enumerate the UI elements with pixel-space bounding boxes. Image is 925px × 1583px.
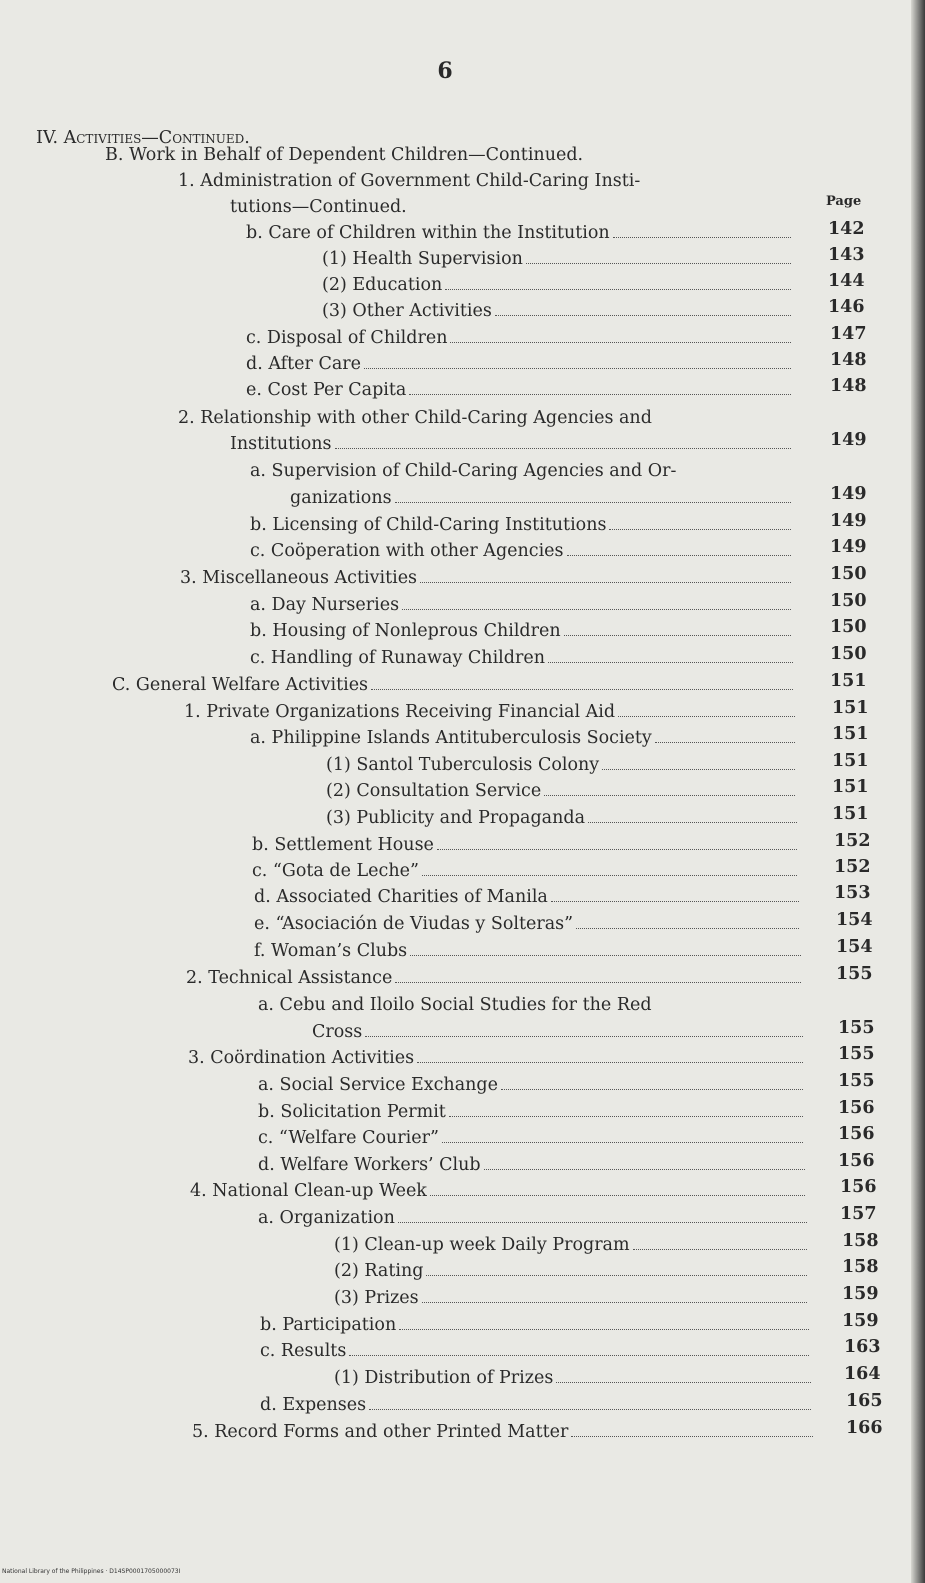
toc-entry-label: (3) Publicity and Propaganda xyxy=(326,808,585,828)
toc-page-number: 150 xyxy=(830,564,867,584)
toc-entry-label: tutions—Continued. xyxy=(230,197,407,217)
toc-entry xyxy=(250,538,795,564)
toc-entry-label: a. Social Service Exchange xyxy=(258,1075,498,1095)
dot-leader xyxy=(484,1169,805,1170)
toc-page-number: 142 xyxy=(828,219,865,239)
toc-entry-label: b. Participation xyxy=(260,1315,397,1335)
toc-entry xyxy=(334,1365,815,1391)
toc-entry xyxy=(250,592,795,618)
toc-entry-label: b. Housing of Nonleprous Children xyxy=(250,621,561,641)
footer-credit: National Library of the Philippines · D14SP0001705000073I xyxy=(2,1568,181,1575)
toc-entry-label: (1) Distribution of Prizes xyxy=(334,1368,554,1388)
toc-entry-label: c. Handling of Runaway Children xyxy=(250,648,545,668)
toc-page-number: 151 xyxy=(832,777,869,797)
toc-page-number: 159 xyxy=(842,1311,879,1331)
toc-page-number: 150 xyxy=(830,591,867,611)
toc-entry xyxy=(190,1178,809,1204)
toc-entry xyxy=(260,1338,813,1364)
toc-entry-label: a. Philippine Islands Antituberculosis Society xyxy=(250,728,652,748)
toc-entry-label: (2) Rating xyxy=(334,1261,424,1281)
toc-entry-label: e. “Asociación de Viudas y Solteras” xyxy=(254,914,574,934)
dot-leader xyxy=(602,769,795,770)
toc-entry xyxy=(230,431,795,457)
toc-page-number: 158 xyxy=(842,1257,879,1277)
toc-entry xyxy=(334,1232,811,1258)
dot-leader xyxy=(526,263,791,264)
toc-page-number: 158 xyxy=(842,1231,879,1251)
toc-entry-label: b. Settlement House xyxy=(252,835,434,855)
toc-entry-label: a. Organization xyxy=(258,1208,395,1228)
toc-page-number: 155 xyxy=(838,1071,875,1091)
toc-page-number: 156 xyxy=(838,1151,875,1171)
toc-entry xyxy=(322,272,795,298)
toc-entry xyxy=(112,672,797,698)
toc-entry-label: 1. Administration of Government Child-Caring Insti- xyxy=(178,171,641,191)
toc-page-number: 155 xyxy=(838,1044,875,1064)
dot-leader xyxy=(409,394,791,395)
dot-leader xyxy=(422,1302,807,1303)
toc-entry-label: d. Welfare Workers’ Club xyxy=(258,1155,481,1175)
dot-leader xyxy=(544,795,795,796)
toc-entry-label: (2) Education xyxy=(322,275,443,295)
toc-entry xyxy=(250,458,676,484)
toc-entry xyxy=(186,965,805,991)
toc-entry xyxy=(246,351,795,377)
dot-leader xyxy=(395,502,791,503)
dot-leader xyxy=(548,662,793,663)
toc-entry xyxy=(192,1419,817,1445)
toc-entry-label: B. Work in Behalf of Dependent Children—Continued. xyxy=(105,145,584,165)
toc-page-number: 156 xyxy=(840,1177,877,1197)
dot-leader xyxy=(588,822,797,823)
toc-entry-label: (3) Prizes xyxy=(334,1288,419,1308)
toc-entry xyxy=(258,1099,807,1125)
dot-leader xyxy=(567,555,791,556)
dot-leader xyxy=(365,1036,803,1037)
dot-leader xyxy=(430,1195,805,1196)
toc-entry-label: d. Expenses xyxy=(260,1395,367,1415)
toc-page-number: 149 xyxy=(830,484,867,504)
toc-page-number: 159 xyxy=(842,1284,879,1304)
toc-entry-label: 5. Record Forms and other Printed Matter xyxy=(192,1422,569,1442)
toc-entry-label: b. Solicitation Permit xyxy=(258,1102,446,1122)
dot-leader xyxy=(445,289,791,290)
dot-leader xyxy=(437,849,797,850)
toc-entry-label: c. “Gota de Leche” xyxy=(252,861,419,881)
toc-entry xyxy=(230,194,407,220)
toc-entry-label: (1) Clean-up week Daily Program xyxy=(334,1235,630,1255)
dot-leader xyxy=(495,315,791,316)
toc-page-number: 149 xyxy=(830,537,867,557)
dot-leader xyxy=(371,689,793,690)
toc-entry xyxy=(178,405,652,431)
toc-entry xyxy=(258,992,652,1018)
toc-entry-label: ganizations xyxy=(290,488,392,508)
toc-entry-label: Cross xyxy=(312,1022,363,1042)
toc-page-number: 155 xyxy=(838,1018,875,1038)
dot-leader xyxy=(655,742,795,743)
toc-page-number: 154 xyxy=(836,937,873,957)
toc-page-number: 152 xyxy=(834,857,871,877)
toc-entry-label: 3. Miscellaneous Activities xyxy=(180,568,418,588)
dot-leader xyxy=(442,1142,803,1143)
toc-page-number: 150 xyxy=(830,644,867,664)
toc-page-number: 156 xyxy=(838,1124,875,1144)
dot-leader xyxy=(576,928,799,929)
toc-entry-label: f. Woman’s Clubs xyxy=(254,941,408,961)
toc-page-number: 151 xyxy=(832,724,869,744)
toc-page-number: 151 xyxy=(832,698,869,718)
toc-entry-label: a. Supervision of Child-Caring Agencies and Or- xyxy=(250,461,677,481)
toc-entry xyxy=(246,220,795,246)
dot-leader xyxy=(609,529,791,530)
toc-entry-label: b. Care of Children within the Institution xyxy=(246,223,610,243)
toc-entry xyxy=(258,1152,809,1178)
dot-leader xyxy=(402,609,791,610)
toc-entry-label: c. “Welfare Courier” xyxy=(258,1128,439,1148)
toc-entry-label: c. Coöperation with other Agencies xyxy=(250,541,564,561)
toc-entry xyxy=(326,752,799,778)
toc-entry xyxy=(260,1392,815,1418)
dot-leader xyxy=(449,1116,803,1117)
dot-leader xyxy=(335,448,791,449)
toc-entry xyxy=(105,142,583,168)
toc-entry xyxy=(312,1019,807,1045)
dot-leader xyxy=(571,1436,813,1437)
toc-entry xyxy=(250,618,795,644)
toc-entry xyxy=(258,1125,807,1151)
toc-page-number: 151 xyxy=(830,671,867,691)
toc-entry xyxy=(322,298,795,324)
toc-entry-label: C. General Welfare Activities xyxy=(112,675,369,695)
toc-entry-label: b. Licensing of Child-Caring Institutions xyxy=(250,515,607,535)
toc-page-number: 151 xyxy=(832,804,869,824)
toc-entry xyxy=(252,858,801,884)
toc-entry xyxy=(334,1258,811,1284)
toc-entry xyxy=(334,1285,811,1311)
toc-entry-label: c. Results xyxy=(260,1341,347,1361)
dot-leader xyxy=(426,1275,807,1276)
toc-entry-label: a. Cebu and Iloilo Social Studies for the Red xyxy=(258,995,652,1015)
toc-entry xyxy=(250,725,799,751)
toc-page-number: 147 xyxy=(830,324,867,344)
toc-entry-label: Institutions xyxy=(230,434,332,454)
toc-page-number: 143 xyxy=(828,245,865,265)
toc-page-number: 164 xyxy=(844,1364,881,1384)
toc-entry xyxy=(258,1072,807,1098)
toc-entry xyxy=(246,325,795,351)
toc-entry-label: (1) Health Supervision xyxy=(322,249,523,269)
dot-leader xyxy=(369,1409,811,1410)
toc-entry xyxy=(250,645,797,671)
dot-leader xyxy=(422,875,797,876)
toc-page-number: 163 xyxy=(844,1337,881,1357)
toc-entry xyxy=(250,512,795,538)
dot-leader xyxy=(613,237,791,238)
toc-page-number: 155 xyxy=(836,964,873,984)
toc-entry xyxy=(184,699,799,725)
toc-entry-label: IV. Activities—Continued. xyxy=(36,128,250,148)
dot-leader xyxy=(618,716,795,717)
toc-entry xyxy=(246,377,795,403)
toc-page-number: 151 xyxy=(832,751,869,771)
page-edge xyxy=(911,0,925,1583)
toc-page-number: 152 xyxy=(834,831,871,851)
toc-entry xyxy=(258,1205,811,1231)
dot-leader xyxy=(420,582,791,583)
toc-entry-label: (1) Santol Tuberculosis Colony xyxy=(326,755,600,775)
dot-leader xyxy=(399,1329,809,1330)
toc-page-number: 154 xyxy=(836,910,873,930)
toc-entry-label: 2. Technical Assistance xyxy=(186,968,393,988)
toc-entry xyxy=(180,565,795,591)
dot-leader xyxy=(633,1249,807,1250)
toc-entry xyxy=(326,805,801,831)
toc-entry xyxy=(322,246,795,272)
toc-entry xyxy=(254,938,805,964)
dot-leader xyxy=(450,342,791,343)
toc-entry-label: e. Cost Per Capita xyxy=(246,380,407,400)
toc-page-number: 157 xyxy=(840,1204,877,1224)
toc-page-number: 146 xyxy=(828,297,865,317)
page-column-header: Page xyxy=(826,194,862,209)
toc-entry xyxy=(260,1312,813,1338)
dot-leader xyxy=(556,1382,811,1383)
toc-page-number: 166 xyxy=(846,1418,883,1438)
toc-entry xyxy=(326,778,799,804)
toc-entry xyxy=(252,832,801,858)
toc-entry-label: 3. Coördination Activities xyxy=(188,1048,415,1068)
dot-leader xyxy=(364,368,791,369)
dot-leader xyxy=(501,1089,803,1090)
toc-entry-label: 1. Private Organizations Receiving Financial Aid xyxy=(184,702,616,722)
toc-page-number: 149 xyxy=(830,430,867,450)
dot-leader xyxy=(349,1355,809,1356)
toc-entry xyxy=(254,911,803,937)
toc-entry-label: d. After Care xyxy=(246,354,361,374)
toc-entry xyxy=(290,485,795,511)
toc-page-number: 156 xyxy=(838,1098,875,1118)
toc-entry-label: 2. Relationship with other Child-Caring Agencies and xyxy=(178,408,652,428)
dot-leader xyxy=(417,1062,803,1063)
dot-leader xyxy=(551,901,799,902)
toc-entry-label: (3) Other Activities xyxy=(322,301,492,321)
toc-entry-label: 4. National Clean-up Week xyxy=(190,1181,427,1201)
toc-page-number: 153 xyxy=(834,883,871,903)
toc-page-number: 165 xyxy=(846,1391,883,1411)
toc-page-number: 149 xyxy=(830,511,867,531)
page-number: 6 xyxy=(437,58,453,84)
toc-page-number: 148 xyxy=(830,376,867,396)
dot-leader xyxy=(395,982,801,983)
toc-page-number: 144 xyxy=(828,271,865,291)
toc-entry-label: a. Day Nurseries xyxy=(250,595,400,615)
toc-entry-label: (2) Consultation Service xyxy=(326,781,542,801)
toc-page-number: 148 xyxy=(830,350,867,370)
dot-leader xyxy=(564,635,791,636)
dot-leader xyxy=(410,955,801,956)
toc-entry xyxy=(188,1045,807,1071)
dot-leader xyxy=(398,1222,807,1223)
toc-page-number: 150 xyxy=(830,617,867,637)
toc-entry-label: c. Disposal of Children xyxy=(246,328,448,348)
toc-entry-label: d. Associated Charities of Manila xyxy=(254,887,548,907)
toc-entry xyxy=(254,884,803,910)
toc-entry xyxy=(178,168,640,194)
